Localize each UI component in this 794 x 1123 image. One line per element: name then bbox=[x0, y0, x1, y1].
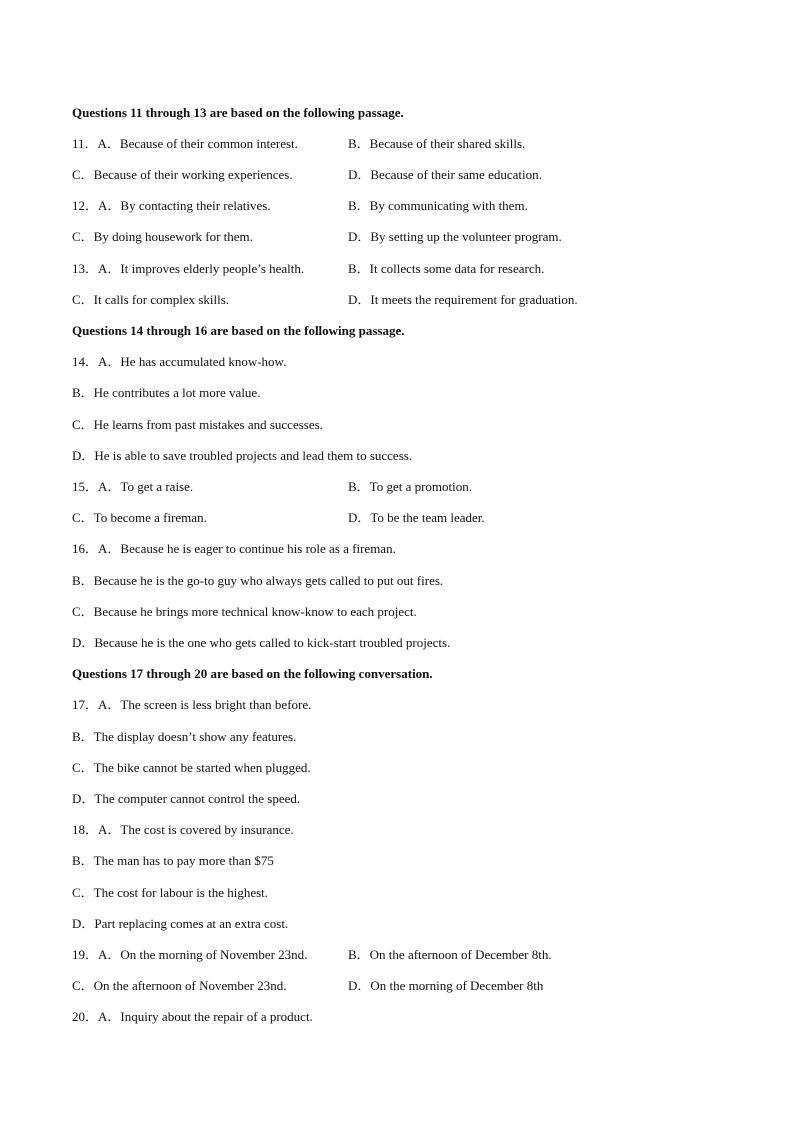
option-text: Because he is the one who gets called to kick-start troubled projects. bbox=[94, 635, 451, 650]
option-letter: B． bbox=[348, 947, 370, 962]
question-19-option-b bbox=[348, 947, 552, 963]
option-letter: C． bbox=[72, 167, 94, 182]
question-19-row-1 bbox=[72, 947, 307, 963]
option-text: To get a raise. bbox=[120, 479, 194, 494]
option-letter: D． bbox=[348, 229, 371, 244]
question-14-option-c bbox=[72, 417, 323, 433]
question-15-option-b bbox=[348, 479, 472, 495]
question-number: 15． bbox=[72, 479, 99, 494]
option-text: On the afternoon of November 23nd. bbox=[93, 978, 287, 993]
question-18-option-d bbox=[72, 916, 288, 932]
question-19-option-d bbox=[348, 978, 543, 994]
option-letter: C． bbox=[72, 760, 94, 775]
option-text: On the morning of December 8th bbox=[370, 978, 544, 993]
question-number: 19． bbox=[72, 947, 99, 962]
option-text: To be the team leader. bbox=[370, 510, 485, 525]
option-letter: C． bbox=[72, 229, 94, 244]
option-letter: A． bbox=[98, 541, 121, 556]
option-text: The screen is less bright than before. bbox=[120, 697, 312, 712]
question-17-option-a bbox=[72, 697, 311, 713]
option-letter: C． bbox=[72, 885, 94, 900]
question-17-option-b bbox=[72, 729, 296, 745]
option-letter: A． bbox=[98, 479, 121, 494]
question-12-row-1 bbox=[72, 198, 271, 214]
question-number: 12． bbox=[72, 198, 99, 213]
option-text: By communicating with them. bbox=[369, 198, 528, 213]
question-17-option-c bbox=[72, 760, 311, 776]
option-letter: D． bbox=[72, 635, 95, 650]
option-text: He learns from past mistakes and successes. bbox=[93, 417, 323, 432]
section-heading: Questions 17 through 20 are based on the following conversation. bbox=[72, 666, 433, 681]
option-text: By contacting their relatives. bbox=[120, 198, 271, 213]
question-16-option-c bbox=[72, 604, 417, 620]
option-letter: B． bbox=[72, 573, 94, 588]
option-letter: A． bbox=[98, 354, 121, 369]
question-14-option-d bbox=[72, 448, 412, 464]
option-letter: D． bbox=[72, 916, 95, 931]
option-text: Because he is eager to continue his role as a fireman. bbox=[120, 541, 396, 556]
option-text: The bike cannot be started when plugged. bbox=[93, 760, 311, 775]
option-letter: C． bbox=[72, 510, 94, 525]
option-text: Inquiry about the repair of a product. bbox=[120, 1009, 313, 1024]
question-16-option-d bbox=[72, 635, 450, 651]
option-text: On the afternoon of December 8th. bbox=[369, 947, 552, 962]
option-letter: B． bbox=[348, 261, 370, 276]
question-14-option-b bbox=[72, 385, 260, 401]
section-heading: Questions 11 through 13 are based on the following passage. bbox=[72, 105, 404, 120]
question-12-option-c bbox=[72, 229, 253, 245]
question-13-option-c bbox=[72, 292, 229, 308]
question-18-option-c bbox=[72, 885, 268, 901]
question-15-row-1 bbox=[72, 479, 193, 495]
question-number: 11． bbox=[72, 136, 98, 151]
question-number: 18． bbox=[72, 822, 99, 837]
question-16-option-a bbox=[72, 541, 396, 557]
option-letter: D． bbox=[72, 791, 95, 806]
question-18-option-a bbox=[72, 822, 294, 838]
option-text: It improves elderly people’s health. bbox=[120, 261, 305, 276]
question-15-option-c bbox=[72, 510, 207, 526]
option-letter: B． bbox=[72, 853, 94, 868]
question-11-option-d bbox=[348, 167, 542, 183]
section-heading: Questions 14 through 16 are based on the following passage. bbox=[72, 323, 405, 338]
option-letter: D． bbox=[72, 448, 95, 463]
option-letter: A． bbox=[98, 1009, 121, 1024]
option-letter: A． bbox=[98, 822, 121, 837]
option-text: On the morning of November 23nd. bbox=[120, 947, 308, 962]
option-text: It calls for complex skills. bbox=[93, 292, 230, 307]
option-letter: C． bbox=[72, 978, 94, 993]
question-16-option-b bbox=[72, 573, 443, 589]
option-text: To get a promotion. bbox=[369, 479, 473, 494]
option-text: The cost for labour is the highest. bbox=[93, 885, 269, 900]
option-letter: A． bbox=[97, 136, 120, 151]
option-text: By setting up the volunteer program. bbox=[370, 229, 562, 244]
question-17-option-d bbox=[72, 791, 300, 807]
question-19-option-c bbox=[72, 978, 286, 994]
question-12-option-b bbox=[348, 198, 528, 214]
option-text: By doing housework for them. bbox=[93, 229, 253, 244]
option-text: The display doesn’t show any features. bbox=[93, 729, 297, 744]
question-11-option-c bbox=[72, 167, 293, 183]
option-text: The man has to pay more than $75 bbox=[93, 853, 274, 868]
option-letter: D． bbox=[348, 167, 371, 182]
option-text: It collects some data for research. bbox=[369, 261, 545, 276]
question-13-row-1 bbox=[72, 261, 304, 277]
option-text: Because of their shared skills. bbox=[369, 136, 526, 151]
question-14-option-a bbox=[72, 354, 286, 370]
option-text: He contributes a lot more value. bbox=[93, 385, 261, 400]
question-13-option-b bbox=[348, 261, 544, 277]
option-letter: C． bbox=[72, 604, 94, 619]
question-number: 17． bbox=[72, 697, 99, 712]
option-text: He is able to save troubled projects and lead them to success. bbox=[94, 448, 413, 463]
option-letter: B． bbox=[72, 385, 94, 400]
option-text: Because he brings more technical know-know to each project. bbox=[93, 604, 417, 619]
option-letter: D． bbox=[348, 510, 371, 525]
question-11-row-1 bbox=[72, 136, 298, 152]
option-letter: C． bbox=[72, 292, 94, 307]
option-text: Because of their same education. bbox=[370, 167, 542, 182]
option-letter: C． bbox=[72, 417, 94, 432]
option-text: He has accumulated know-how. bbox=[120, 354, 287, 369]
option-text: To become a fireman. bbox=[93, 510, 207, 525]
question-number: 20． bbox=[72, 1009, 99, 1024]
option-letter: A． bbox=[98, 947, 121, 962]
option-text: It meets the requirement for graduation. bbox=[370, 292, 578, 307]
question-20-option-a bbox=[72, 1009, 313, 1025]
option-letter: A． bbox=[98, 697, 121, 712]
question-12-option-d bbox=[348, 229, 562, 245]
option-letter: D． bbox=[348, 292, 371, 307]
option-text: The computer cannot control the speed. bbox=[94, 791, 301, 806]
option-text: Because he is the go-to guy who always gets called to put out fires. bbox=[93, 573, 444, 588]
question-number: 16． bbox=[72, 541, 99, 556]
option-text: Part replacing comes at an extra cost. bbox=[94, 916, 289, 931]
option-letter: D． bbox=[348, 978, 371, 993]
question-15-option-d bbox=[348, 510, 485, 526]
question-18-option-b bbox=[72, 853, 274, 869]
option-letter: B． bbox=[348, 136, 370, 151]
option-text: Because of their working experiences. bbox=[93, 167, 293, 182]
option-letter: B． bbox=[72, 729, 94, 744]
option-letter: A． bbox=[98, 261, 121, 276]
question-number: 14． bbox=[72, 354, 99, 369]
option-letter: B． bbox=[348, 198, 370, 213]
option-text: The cost is covered by insurance. bbox=[120, 822, 294, 837]
question-number: 13． bbox=[72, 261, 99, 276]
option-letter: B． bbox=[348, 479, 370, 494]
question-13-option-d bbox=[348, 292, 578, 308]
option-letter: A． bbox=[98, 198, 121, 213]
question-11-option-b bbox=[348, 136, 525, 152]
option-text: Because of their common interest. bbox=[119, 136, 298, 151]
